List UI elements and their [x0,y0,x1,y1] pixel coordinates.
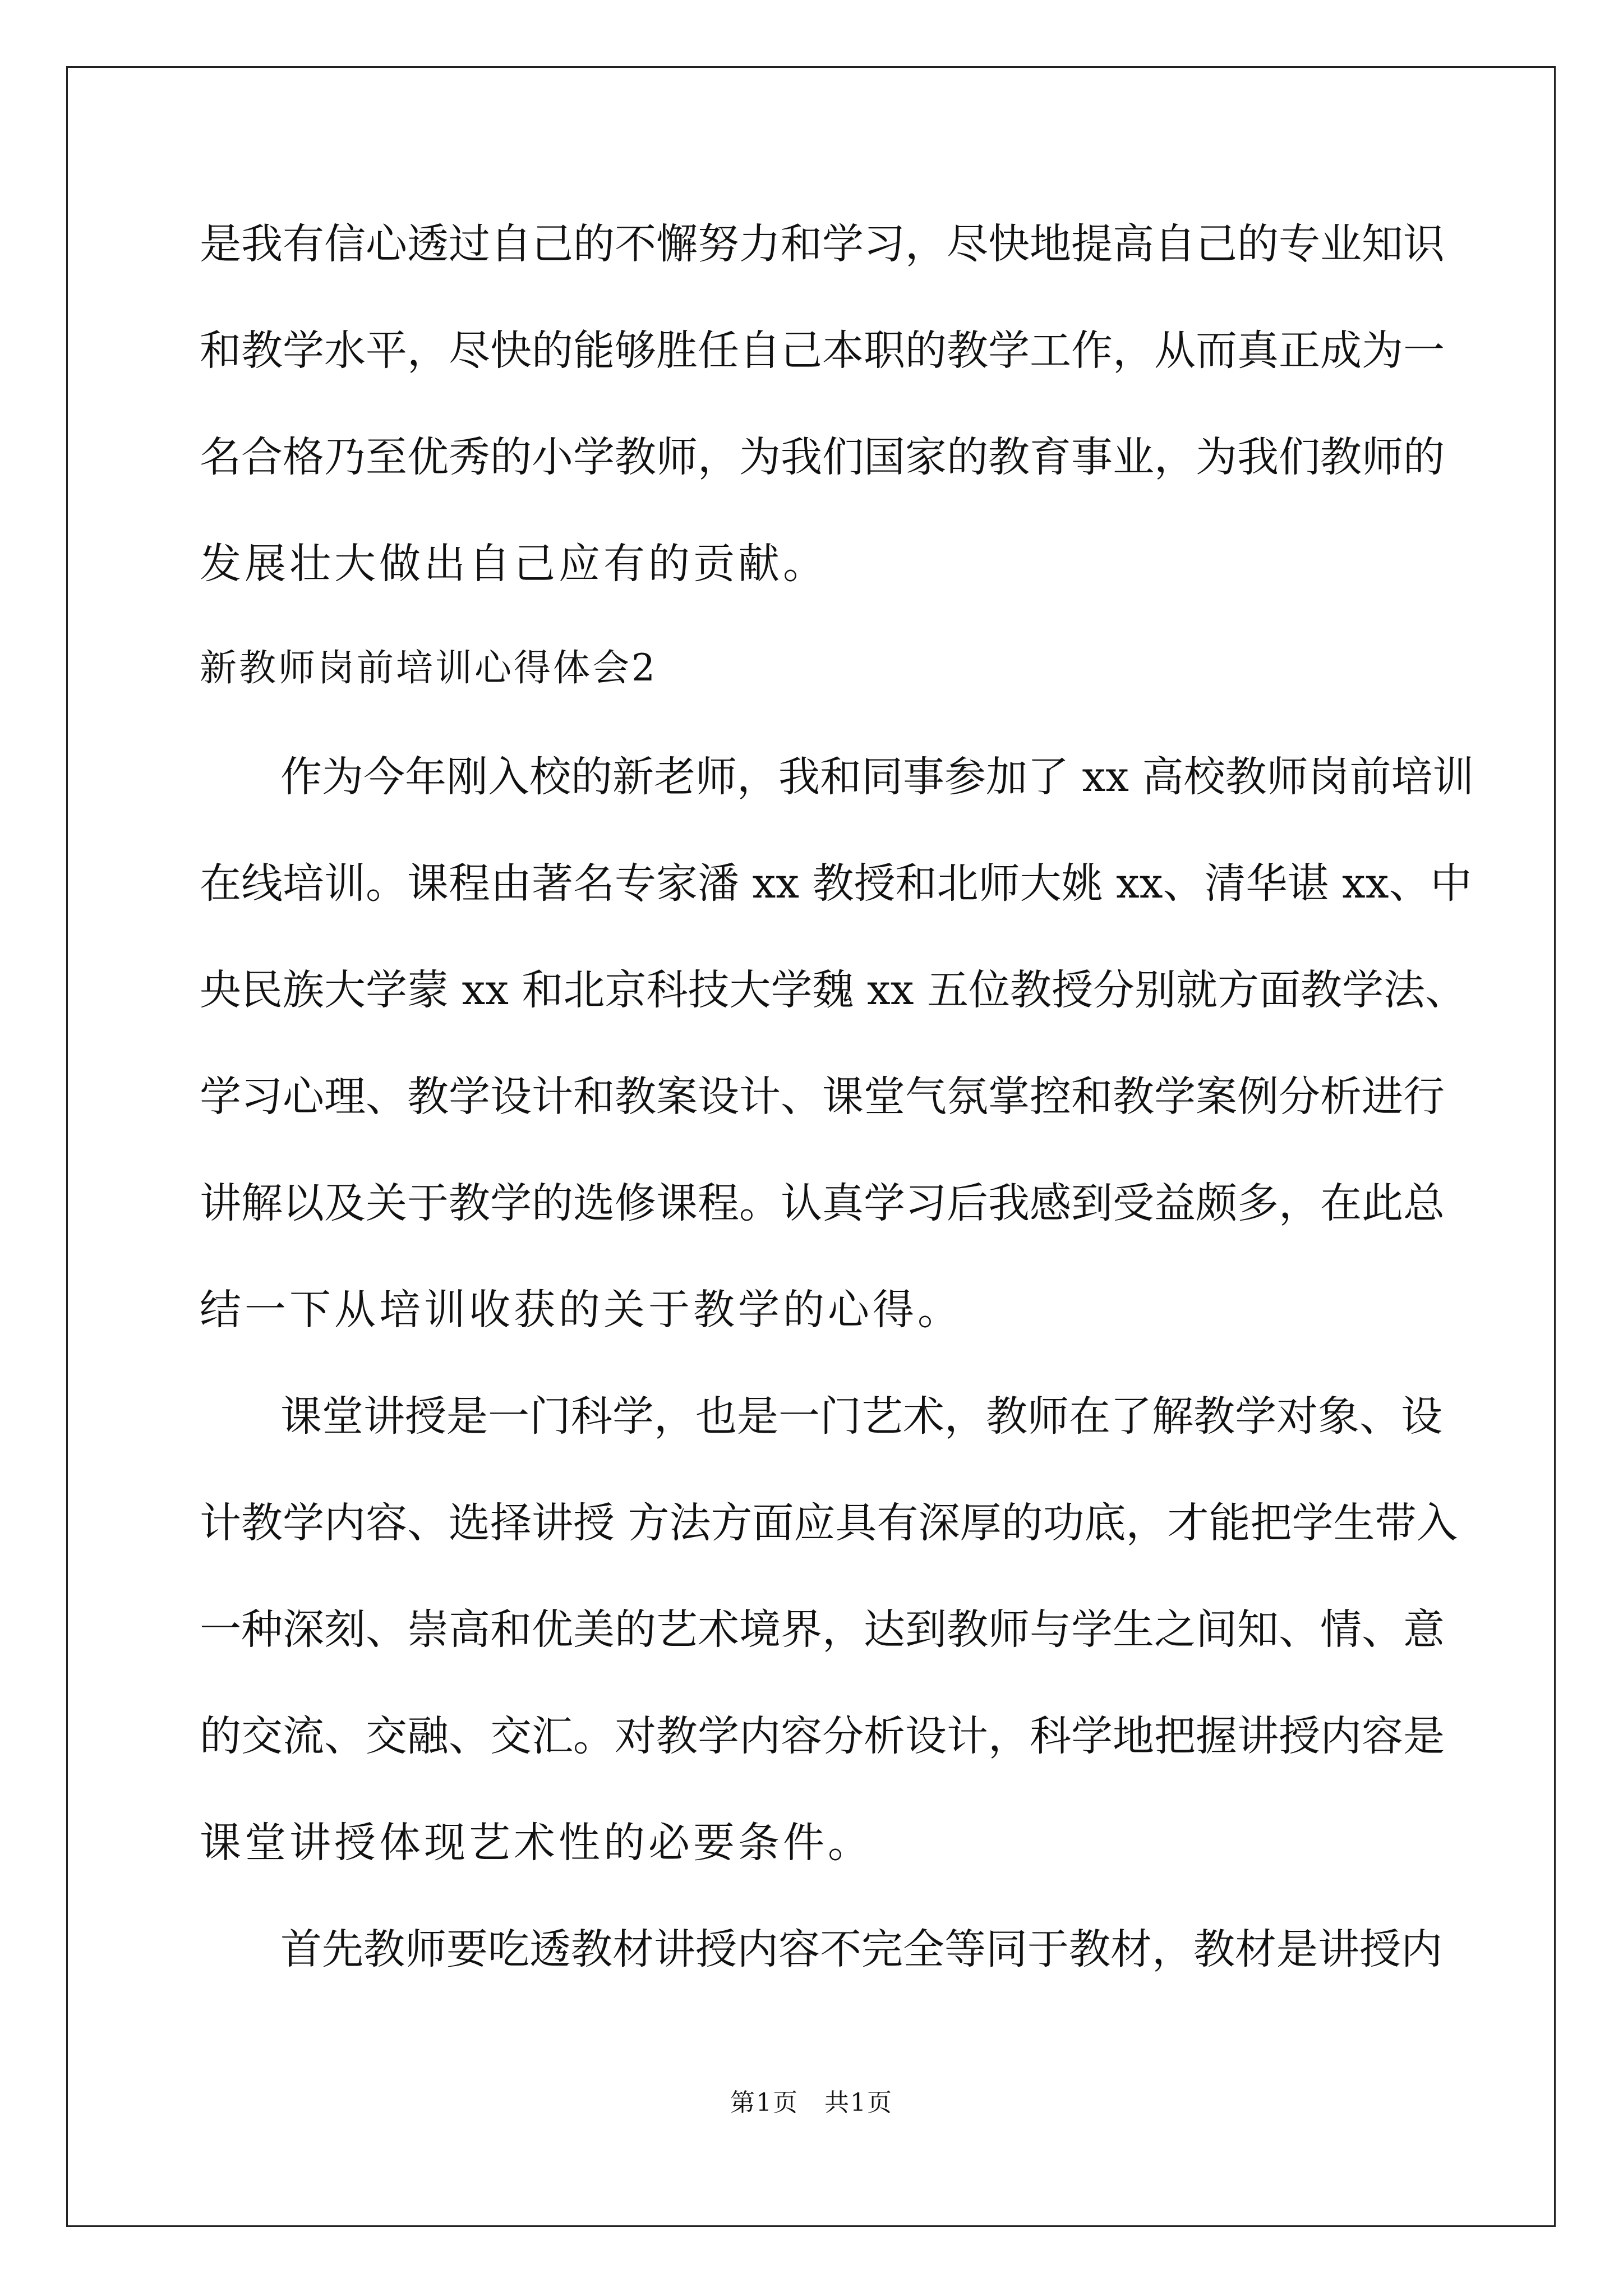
text-line: 的交流、交融、交汇。对教学内容分析设计，科学地把握讲授内容是 [200,1712,1445,1760]
page-border [66,66,1556,2227]
section-heading: 新教师岗前培训心得体会2 [200,646,657,689]
text-line: 计教学内容、选择讲授 方法方面应具有深厚的功底，才能把学生带入 [200,1499,1458,1547]
text-line: 和教学水平，尽快的能够胜任自己本职的教学工作，从而真正成为一 [200,326,1445,375]
text-line: 首先教师要吃透教材讲授内容不完全等同于教材，教材是讲授内 [280,1925,1442,1973]
text-line: 结一下从培训收获的关于教学的心得。 [200,1286,962,1334]
text-line: 作为今年刚入校的新老师，我和同事参加了 xx 高校教师岗前培训 [280,753,1474,801]
text-line: 央民族大学蒙 xx 和北京科技大学魏 xx 五位教授分别就方面教学法、 [200,966,1467,1014]
text-line: 是我有信心透过自己的不懈努力和学习，尽快地提高自己的专业知识 [200,220,1445,268]
page-number: 第1页 共1页 [730,2088,893,2117]
text-line: 课堂讲授体现艺术性的必要条件。 [200,1819,873,1867]
text-line: 讲解以及关于教学的选修课程。认真学习后我感到受益颇多，在此总 [200,1179,1445,1227]
text-line: 学习心理、教学设计和教案设计、课堂气氛掌控和教学案例分析进行 [200,1073,1445,1121]
text-line: 发展壮大做出自己应有的贡献。 [200,540,828,588]
text-line: 课堂讲授是一门科学，也是一门艺术，教师在了解教学对象、设 [280,1392,1442,1441]
text-line: 在线培训。课程由著名专家潘 xx 教授和北师大姚 xx、清华谌 xx、中 [200,859,1472,908]
text-line: 一种深刻、崇高和优美的艺术境界，达到教师与学生之间知、情、意 [200,1605,1445,1654]
text-line: 名合格乃至优秀的小学教师，为我们国家的教育事业，为我们教师的 [200,433,1445,481]
